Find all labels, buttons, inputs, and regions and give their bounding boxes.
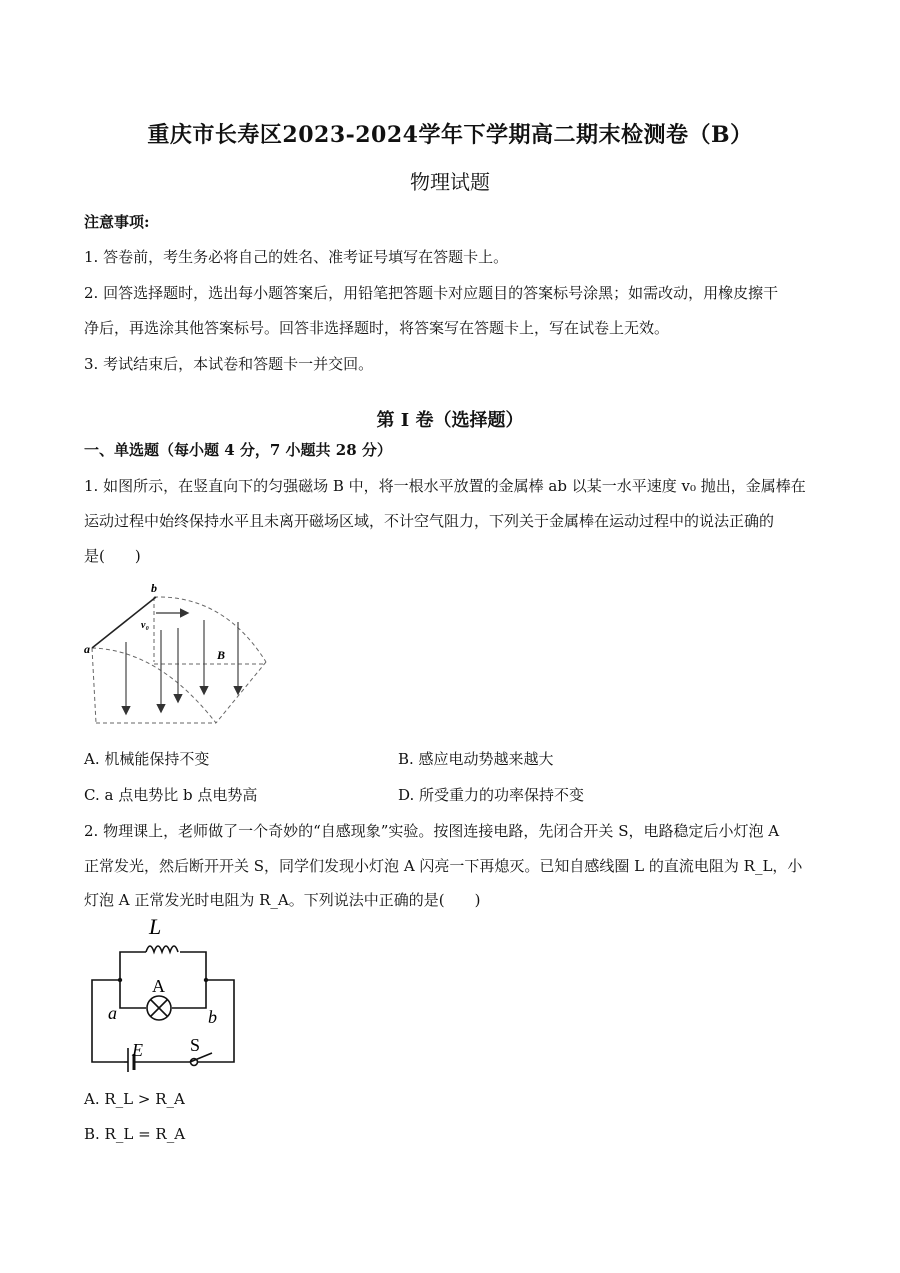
notice-item: 1. 答卷前，考生务必将自己的姓名、准考证号填写在答题卡上。 bbox=[84, 248, 509, 266]
label-S: S bbox=[190, 1035, 201, 1055]
notice-item: 2. 回答选择题时，选出每小题答案后，用铅笔把答题卡对应题目的答案标号涂黑；如需改动，用橡皮擦干 bbox=[84, 284, 779, 302]
q1-option-d: D. 所受重力的功率保持不变 bbox=[398, 786, 585, 804]
label-b: b bbox=[151, 581, 157, 595]
question-2-text: 正常发光，然后断开开关 S，同学们发现小灯泡 A 闪亮一下再熄灭。已知自感线圈 L 的直流电阻为 R_L，小 bbox=[84, 857, 803, 875]
q1-option-a: A. 机械能保持不变 bbox=[84, 750, 210, 768]
question-2-text: 2. 物理课上，老师做了一个奇妙的“自感现象”实验。按图连接电路，先闭合开关 S，电路稳定后小灯泡 A bbox=[84, 822, 780, 840]
label-E: E bbox=[132, 1040, 143, 1060]
circuit-figure bbox=[86, 912, 241, 1072]
question-1-text: 运动过程中始终保持水平且未离开磁场区域，不计空气阻力，下列关于金属棒在运动过程中的说法正确的 bbox=[84, 512, 775, 530]
part-heading: 一、单选题（每小题 4 分，7 小题共 28 分） bbox=[84, 441, 392, 459]
inductor-coil bbox=[146, 946, 178, 952]
q2-option-a: A. R_L > R_A bbox=[84, 1090, 185, 1108]
page-subtitle: 物理试题 bbox=[410, 170, 490, 194]
q1-option-c: C. a 点电势比 b 点电势高 bbox=[84, 786, 258, 804]
label-A: A bbox=[152, 976, 165, 996]
notice-heading: 注意事项: bbox=[84, 213, 150, 231]
q1-option-b: B. 感应电动势越来越大 bbox=[398, 750, 554, 768]
label-v0: v₀ bbox=[141, 620, 149, 631]
label-L: L bbox=[149, 914, 162, 939]
section-title: 第 I 卷（选择题） bbox=[376, 410, 524, 431]
question-2-text: 灯泡 A 正常发光时电阻为 R_A。下列说法中正确的是( ) bbox=[84, 891, 481, 909]
magnetic-field-figure bbox=[84, 580, 274, 730]
label-a: a bbox=[84, 642, 90, 656]
question-1-text: 1. 如图所示，在竖直向下的匀强磁场 B 中，将一根水平放置的金属棒 ab 以某一水平速度 v₀ 抛出，金属棒在 bbox=[84, 477, 806, 495]
notice-item: 3. 考试结束后，本试卷和答题卡一并交回。 bbox=[84, 355, 374, 373]
q2-option-b: B. R_L = R_A bbox=[84, 1125, 186, 1143]
page-title: 重庆市长寿区2023-2024学年下学期高二期末检测卷（B） bbox=[147, 122, 753, 148]
question-1-text: 是( ) bbox=[84, 547, 141, 565]
label-B: B bbox=[217, 648, 226, 662]
label-a: a bbox=[108, 1003, 117, 1023]
label-b: b bbox=[208, 1007, 217, 1027]
notice-item: 净后，再选涂其他答案标号。回答非选择题时，将答案写在答题卡上，写在试卷上无效。 bbox=[84, 319, 670, 337]
